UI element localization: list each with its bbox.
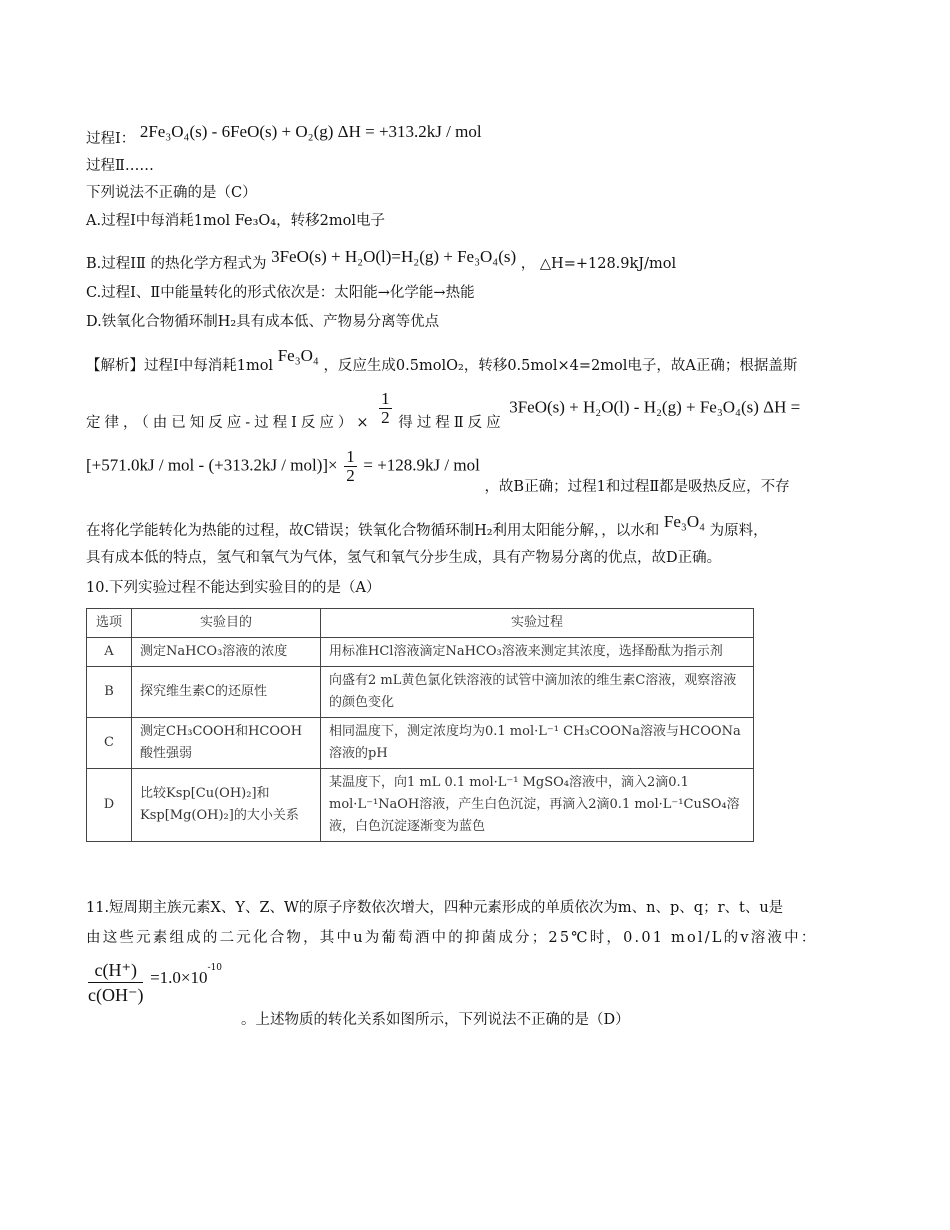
process1-label: 过程Ⅰ：: [86, 131, 136, 147]
table-row: [87, 667, 754, 718]
analysis-line-2: [86, 389, 801, 431]
table-cell: B: [87, 667, 132, 718]
q9-option-c: C.过程Ⅰ、Ⅱ中能量转化的形式依次是：太阳能→化学能→热能: [86, 285, 475, 301]
ratio-denominator: c(OH⁻): [88, 985, 144, 1005]
analysis-l3-text: ，故B正确；过程1和过程Ⅱ都是吸热反应，不存: [484, 478, 790, 495]
q9-option-b: [86, 247, 677, 272]
table-row: [87, 718, 754, 769]
q9-option-b-suffix: ， △H=+128.9kJ/mol: [520, 256, 677, 272]
fraction-numerator: 1: [346, 447, 355, 466]
analysis-l2-b: 得过程Ⅱ反应: [398, 414, 505, 431]
q11-ratio: [86, 958, 222, 1007]
q9-option-d: D.铁氧化合物循环制H₂具有成本低、产物易分离等优点: [86, 314, 440, 330]
analysis-l2-a: 定律，（由已知反应-过程Ⅰ反应）×: [86, 414, 373, 431]
analysis-l1-a: 【解析】过程Ⅰ中每消耗1mol: [86, 358, 278, 374]
analysis-l4-a: 在将化学能转化为热能的过程，故C错误；铁氧化合物循环制H₂利用太阳能分解，，以水和: [86, 523, 660, 539]
analysis-l3-eq-a: [+571.0kJ / mol - (+313.2kJ / mol)]×: [86, 455, 338, 475]
table-row: [87, 769, 754, 842]
q11-line-1: 11.短周期主族元素X、Y、Z、W的原子序数依次增大，四种元素形成的单质依次为m、n、p、q；r、t、u是: [86, 900, 784, 916]
q9-option-b-equation: 3FeO(s) + H₂O(l)=H₂(g) + Fe₃O₄(s): [271, 247, 517, 266]
table-cell: 向盛有2 mL黄色氯化铁溶液的试管中滴加浓的维生素C溶液，观察溶液的颜色变化: [321, 667, 754, 718]
process1-equation: 2Fe₃O₄(s) - 6FeO(s) + O₂(g) ΔH = +313.2kJ / mol: [139, 122, 482, 141]
table-cell: 测定CH₃COOH和HCOOH酸性强弱: [132, 718, 321, 769]
q9-stem: 下列说法不正确的是（C）: [86, 185, 257, 201]
ratio-exponent: -10: [207, 962, 223, 973]
ratio-fraction: [88, 958, 143, 1007]
table-header: 选项: [87, 609, 132, 638]
table-cell: 用标准HCl溶液滴定NaHCO₃溶液来测定其浓度，选择酚酞为指示剂: [321, 638, 754, 667]
analysis-l4-c: 为原料，: [709, 523, 768, 539]
experiment-table: [86, 608, 754, 842]
analysis-l3-fraction: [344, 448, 357, 485]
analysis-line-4: [86, 512, 768, 539]
process2-line: 过程Ⅱ……: [86, 158, 154, 174]
table-cell: 探究维生素C的还原性: [132, 667, 321, 718]
analysis-l4-formula: Fe₃O₄: [663, 512, 706, 531]
fraction-numerator: 1: [381, 389, 390, 408]
table-cell: 测定NaHCO₃溶液的浓度: [132, 638, 321, 667]
analysis-line-1: [86, 346, 798, 374]
q9-option-b-prefix: B.过程ⅠⅡ 的热化学方程式为: [86, 256, 267, 272]
table-header-row: [87, 609, 754, 638]
table-cell: 某温度下，向1 mL 0.1 mol·L⁻¹ MgSO₄溶液中，滴入2滴0.1 mol·L⁻¹NaOH溶液，产生白色沉淀，再滴入2滴0.1 mol·L⁻¹CuSO₄溶液，白色沉淀逐渐变为蓝色: [321, 769, 754, 842]
analysis-line-3: [86, 447, 790, 495]
analysis-l1-c: ，反应生成0.5molO₂，转移0.5mol×4=2mol电子，故A正确；根据盖斯: [323, 358, 798, 374]
table-header: 实验目的: [132, 609, 321, 638]
analysis-line-5: 具有成本低的特点，氢气和氧气为气体，氢气和氧气分步生成，具有产物易分离的优点，故D正确。: [86, 550, 722, 566]
q11-tail: 。上述物质的转化关系如图所示，下列说法不正确的是（D）: [241, 1012, 630, 1028]
table-cell: A: [87, 638, 132, 667]
fraction-denominator: 2: [381, 408, 390, 427]
table-cell: 相同温度下，测定浓度均为0.1 mol·L⁻¹ CH₃COONa溶液与HCOONa溶液的pH: [321, 718, 754, 769]
q10-stem: 10.下列实验过程不能达到实验目的的是（A）: [86, 580, 381, 596]
table-header: 实验过程: [321, 609, 754, 638]
table-cell: C: [87, 718, 132, 769]
analysis-l1-formula: Fe₃O₄: [277, 346, 319, 365]
table-cell: D: [87, 769, 132, 842]
table-row: [87, 638, 754, 667]
process1-line: [86, 122, 482, 147]
table-cell: 比较Ksp[Cu(OH)₂]和Ksp[Mg(OH)₂]的大小关系: [132, 769, 321, 842]
ratio-numerator: c(H⁺): [88, 958, 143, 983]
ratio-value: =1.0×10: [150, 967, 208, 987]
analysis-l3-eq-b: = +128.9kJ / mol: [363, 455, 480, 475]
analysis-l2-equation: 3FeO(s) + H₂O(l) - H₂(g) + Fe₃O₄(s) ΔH =: [509, 397, 801, 417]
fraction-denominator: 2: [346, 466, 355, 485]
analysis-l2-fraction: [379, 390, 392, 427]
q11-line-2: 由这些元素组成的二元化合物，其中u为葡萄酒中的抑菌成分；25℃时，0.01 mol/L的v溶液中：: [86, 930, 818, 946]
q9-option-a: A.过程Ⅰ中每消耗1mol Fe₃O₄，转移2mol电子: [86, 213, 385, 229]
